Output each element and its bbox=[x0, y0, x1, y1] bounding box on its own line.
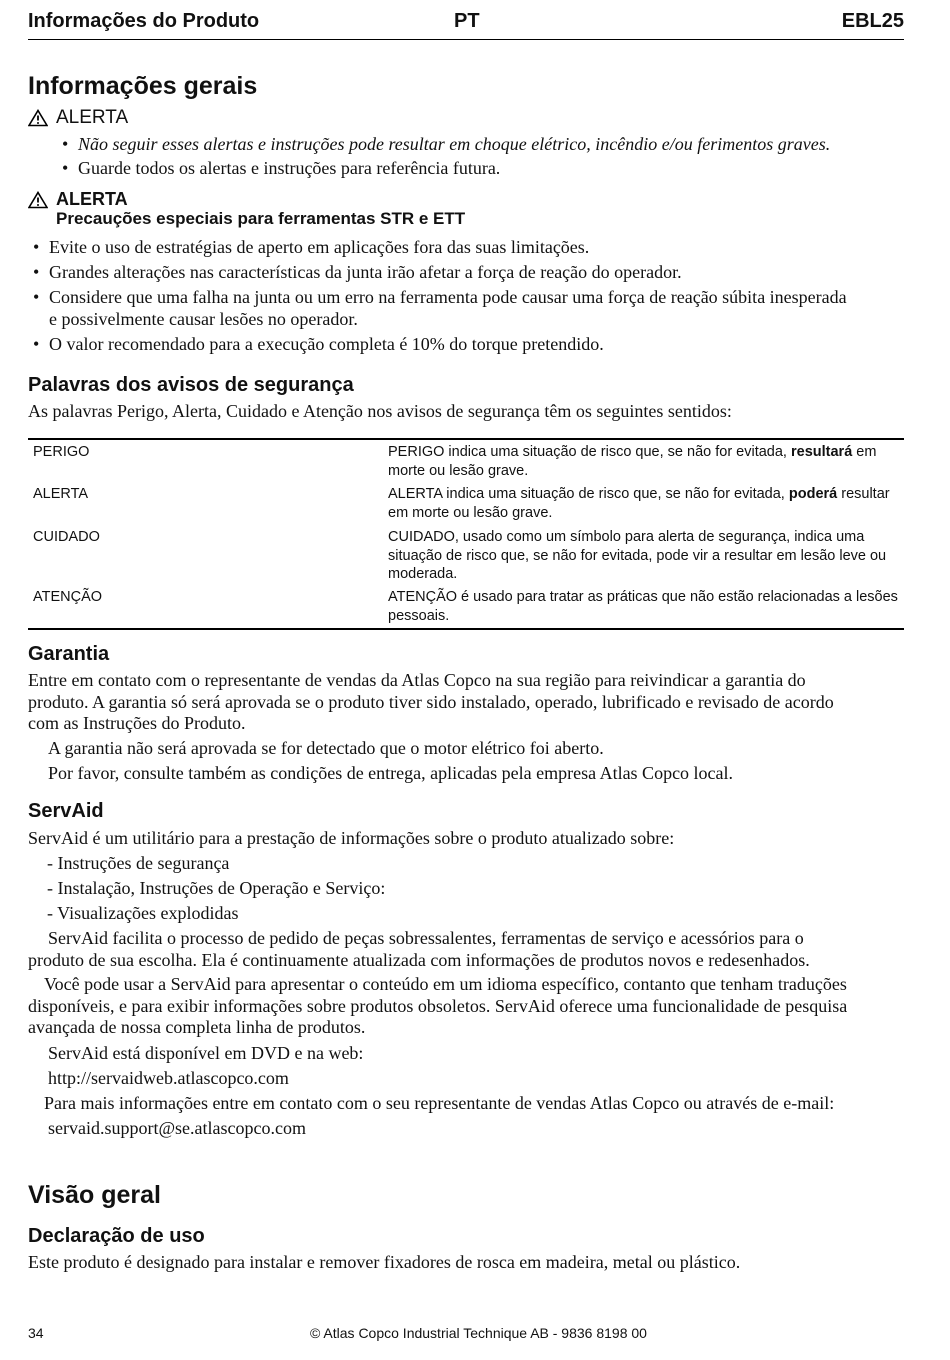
list-item: • Não seguir esses alertas e instruções pode resultar em choque elétrico, incêndio e/ou ferimentos graves. bbox=[62, 133, 910, 155]
warning-triangle-icon bbox=[28, 191, 48, 209]
header-language: PT bbox=[454, 10, 480, 32]
signal-words-heading: Palavras dos avisos de segurança bbox=[28, 374, 354, 396]
servaid-contact: Para mais informações entre em contato com o seu representante de vendas Atlas Copco ou através de e-mail: bbox=[44, 1093, 835, 1113]
list-item: - Instruções de segurança bbox=[47, 853, 230, 873]
alert-1-header bbox=[28, 107, 128, 129]
servaid-intro: ServAid é um utilitário para a prestação de informações sobre o produto atualizado sobre: bbox=[28, 828, 675, 848]
warranty-paragraph-2: A garantia não será aprovada se for detectado que o motor elétrico foi aberto. bbox=[48, 738, 604, 758]
list-item: • Grandes alterações nas características da junta irão afetar a força de reação do operador. bbox=[33, 261, 910, 283]
intended-use-text: Este produto é designado para instalar e remover fixadores de rosca em madeira, metal ou plástico. bbox=[28, 1252, 741, 1272]
table-term: PERIGO bbox=[33, 444, 90, 460]
signal-words-intro: As palavras Perigo, Alerta, Cuidado e Atenção nos avisos de segurança têm os seguintes sentidos: bbox=[28, 401, 732, 421]
list-item: • Evite o uso de estratégias de aperto em aplicações fora das suas limitações. bbox=[33, 236, 910, 258]
page-number: 34 bbox=[28, 1325, 44, 1341]
intended-use-heading: Declaração de uso bbox=[28, 1225, 205, 1247]
footer-copyright: © Atlas Copco Industrial Technique AB - 9836 8198 00 bbox=[310, 1325, 647, 1341]
alert-2-subtitle: Precauções especiais para ferramentas STR e ETT bbox=[56, 209, 466, 228]
alert-2-label: ALERTA bbox=[56, 189, 128, 209]
alert-2-bullet-3-cont: e possivelmente causar lesões no operador. bbox=[49, 309, 358, 329]
list-item: - Instalação, Instruções de Operação e Serviço: bbox=[47, 878, 386, 898]
table-definition: ATENÇÃO é usado para tratar as práticas que não estão relacionadas a lesões pessoais. bbox=[388, 589, 898, 624]
overview-heading: Visão geral bbox=[28, 1181, 161, 1209]
servaid-email: servaid.support@se.atlascopco.com bbox=[48, 1118, 307, 1138]
header-section-title: Informações do Produto bbox=[28, 10, 260, 32]
header-model: EBL25 bbox=[841, 10, 904, 32]
alert-1-bullet-2: Guarde todos os alertas e instruções para referência futura. bbox=[78, 158, 501, 178]
list-item: • Considere que uma falha na junta ou um erro na ferramenta pode causar uma força de reação súbita inesperada e possivelmente causar lesões no operador. bbox=[33, 286, 920, 330]
servaid-paragraph-1: ServAid facilita o processo de pedido de peças sobressalentes, ferramentas de serviço e acessórios para o produto de sua escolha. Ela é continuamente atualizada com informações de produtos novos e redesenhados. bbox=[28, 928, 810, 970]
table-term: ALERTA bbox=[33, 486, 89, 502]
servaid-heading: ServAid bbox=[28, 800, 104, 822]
servaid-paragraph-2: Você pode usar a ServAid para apresentar o conteúdo em um idioma específico, contanto que tenham traduções disponíveis, e para exibir informações sobre produtos obsoletos. ServAid oferece uma funcionalidade de pesquisa avançada de nossa completa linha de produtos. bbox=[28, 974, 848, 1037]
warranty-paragraph-3: Por favor, consulte também as condições de entrega, aplicadas pela empresa Atlas Copco local. bbox=[48, 763, 734, 783]
warranty-paragraph-1: Entre em contato com o representante de vendas da Atlas Copco na sua região para reivindicar a garantia do produto. A garantia só será aprovada se o produto tiver sido instalado, operado, lubrificado e revisado de acordo com as Instruções do Produto. bbox=[28, 670, 834, 733]
general-info-heading: Informações gerais bbox=[28, 72, 258, 100]
table-term: ATENÇÃO bbox=[33, 589, 103, 605]
table-term: CUIDADO bbox=[33, 529, 100, 545]
list-item: • Guarde todos os alertas e instruções para referência futura. bbox=[62, 157, 910, 179]
warning-triangle-icon bbox=[28, 109, 48, 127]
servaid-availability: ServAid está disponível em DVD e na web: bbox=[48, 1043, 364, 1063]
table-definition: CUIDADO, usado como um símbolo para alerta de segurança, indica uma situação de risco que, se não for evitada, pode vir a resultar em lesão leve ou moderada. bbox=[388, 529, 887, 582]
warranty-heading: Garantia bbox=[28, 643, 110, 665]
alert-2-header bbox=[28, 189, 128, 210]
signal-words-table bbox=[28, 438, 904, 630]
servaid-url: http://servaidweb.atlascopco.com bbox=[48, 1068, 289, 1088]
alert-1-bullet-1: Não seguir esses alertas e instruções pode resultar em choque elétrico, incêndio e/ou ferimentos graves. bbox=[78, 134, 831, 154]
alert-2-bullet-4: O valor recomendado para a execução completa é 10% do torque pretendido. bbox=[49, 334, 604, 354]
table-definition: ALERTA indica uma situação de risco que, se não for evitada, poderá resultar em morte ou lesão grave. bbox=[388, 486, 890, 521]
table-definition: PERIGO indica uma situação de risco que, se não for evitada, resultará em morte ou lesão grave. bbox=[388, 444, 877, 479]
list-item: • O valor recomendado para a execução completa é 10% do torque pretendido. bbox=[33, 333, 910, 355]
alert-2-bullet-1: Evite o uso de estratégias de aperto em aplicações fora das suas limitações. bbox=[49, 237, 590, 257]
alert-2-bullet-2: Grandes alterações nas características da junta irão afetar a força de reação do operador. bbox=[49, 262, 682, 282]
alert-2-bullet-3: Considere que uma falha na junta ou um erro na ferramenta pode causar uma força de reação súbita inesperada bbox=[49, 287, 847, 307]
page-header bbox=[28, 10, 904, 40]
alert-1-label: ALERTA bbox=[56, 107, 129, 128]
list-item: - Visualizações explodidas bbox=[47, 903, 239, 923]
